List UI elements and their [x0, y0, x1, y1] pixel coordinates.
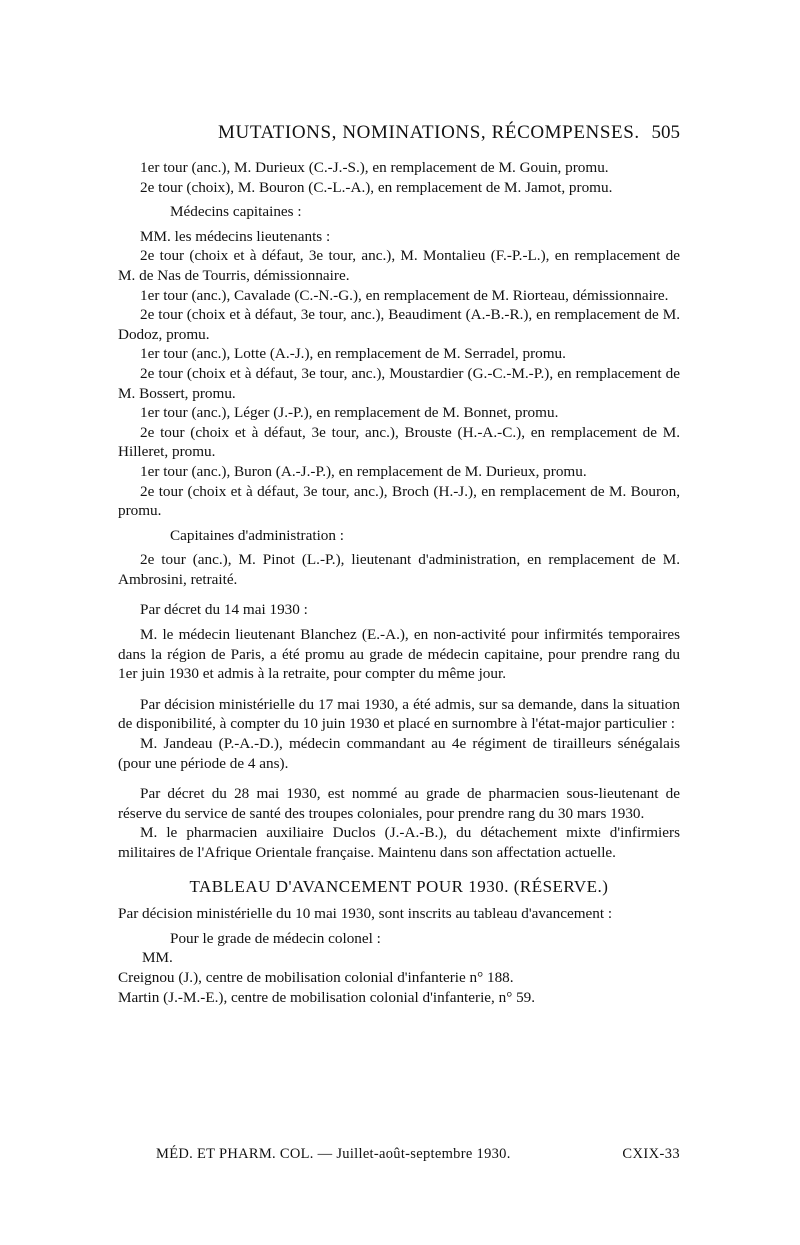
paragraph: 1er tour (anc.), Cavalade (C.-N.-G.), en remplacement de M. Riorteau, démissionnaire.	[140, 286, 669, 304]
paragraph: 1er tour (anc.), Léger (J.-P.), en remplacement de M. Bonnet, promu.	[140, 404, 559, 422]
paragraph: 1er tour (anc.), M. Durieux (C.-J.-S.), en remplacement de M. Gouin, promu.	[140, 159, 609, 176]
section-heading: Pour le grade de médecin colonel :	[170, 929, 381, 947]
list-heading: MM.	[142, 949, 173, 967]
paragraph: M. Jandeau (P.-A.-D.), médecin commandant au 4e régiment de tirailleurs sénégalais (pour une période de 4 ans).	[118, 735, 680, 772]
paragraph: MM. les médecins lieutenants :	[140, 227, 331, 245]
paragraph: Par décret du 14 mai 1930 :	[140, 601, 308, 619]
paragraph: Par décret du 28 mai 1930, est nommé au grade de pharmacien sous-lieutenant de réserve du service de santé des troupes coloniales, pour prendre rang du 30 mars 1930.	[118, 785, 680, 822]
paragraph: 1er tour (anc.), Lotte (A.-J.), en remplacement de M. Serradel, promu.	[140, 345, 566, 363]
paragraph: 2e tour (choix et à défaut, 3e tour, anc.), Broch (H.-J.), en remplacement de M. Bouron, promu.	[118, 482, 680, 520]
document-body	[118, 158, 680, 1007]
page-footer	[118, 1146, 680, 1170]
paragraph: 2e tour (choix et à défaut, 3e tour, anc.), Brouste (H.-A.-C.), en remplacement de M. Hilleret, promu.	[118, 423, 680, 461]
paragraph: 2e tour (choix et à défaut, 3e tour, anc.), Beaudiment (A.-B.-R.), en remplacement de M. Dodoz, promu.	[118, 306, 680, 343]
running-title: MUTATIONS, NOMINATIONS, RÉCOMPENSES.	[218, 122, 640, 143]
footer-signature: CXIX-33	[622, 1146, 680, 1162]
list-item: Martin (J.-M.-E.), centre de mobilisation colonial d'infanterie, n° 59.	[118, 988, 536, 1006]
paragraph: Par décision ministérielle du 10 mai 1930, sont inscrits au tableau d'avancement :	[118, 905, 613, 923]
table-heading: TABLEAU D'AVANCEMENT POUR 1930. (RÉSERVE.)	[189, 876, 609, 896]
section-heading: Médecins capitaines :	[170, 203, 302, 221]
section-heading: Capitaines d'administration :	[170, 526, 344, 544]
page-header	[118, 122, 680, 150]
paragraph: 1er tour (anc.), Buron (A.-J.-P.), en remplacement de M. Durieux, promu.	[140, 462, 587, 480]
list-item: Creignou (J.), centre de mobilisation colonial d'infanterie n° 188.	[118, 968, 514, 986]
paragraph: 2e tour (choix), M. Bouron (C.-L.-A.), en remplacement de M. Jamot, promu.	[140, 178, 613, 196]
paragraph: 2e tour (choix et à défaut, 3e tour, anc.), M. Montalieu (F.-P.-L.), en remplacement de M. de Nas de Tourris, démissionnaire.	[118, 247, 680, 284]
paragraph: Par décision ministérielle du 17 mai 1930, a été admis, sur sa demande, dans la situation de disponibilité, à compter du 10 juin 1930 et placé en surnombre à l'état-major particulier :	[118, 695, 680, 733]
footer-journal: MÉD. ET PHARM. COL. — Juillet-août-septembre 1930.	[156, 1146, 511, 1162]
page-number: 505	[651, 122, 680, 143]
paragraph: 2e tour (choix et à défaut, 3e tour, anc.), Moustardier (G.-C.-M.-P.), en remplacement de M. Bossert, promu.	[118, 364, 680, 402]
paragraph: M. le médecin lieutenant Blanchez (E.-A.), en non-activité pour infirmités temporaires dans la région de Paris, a été promu au grade de médecin capitaine, pour prendre rang du 1er juin 1930 et admis à la retraite, pour compter du même jour.	[118, 626, 680, 683]
paragraph: 2e tour (anc.), M. Pinot (L.-P.), lieutenant d'administration, en remplacement de M. Ambrosini, retraité.	[118, 551, 680, 588]
paragraph: M. le pharmacien auxiliaire Duclos (J.-A.-B.), du détachement mixte d'infirmiers militaires de l'Afrique Orientale française. Maintenu dans son affectation actuelle.	[118, 824, 680, 861]
